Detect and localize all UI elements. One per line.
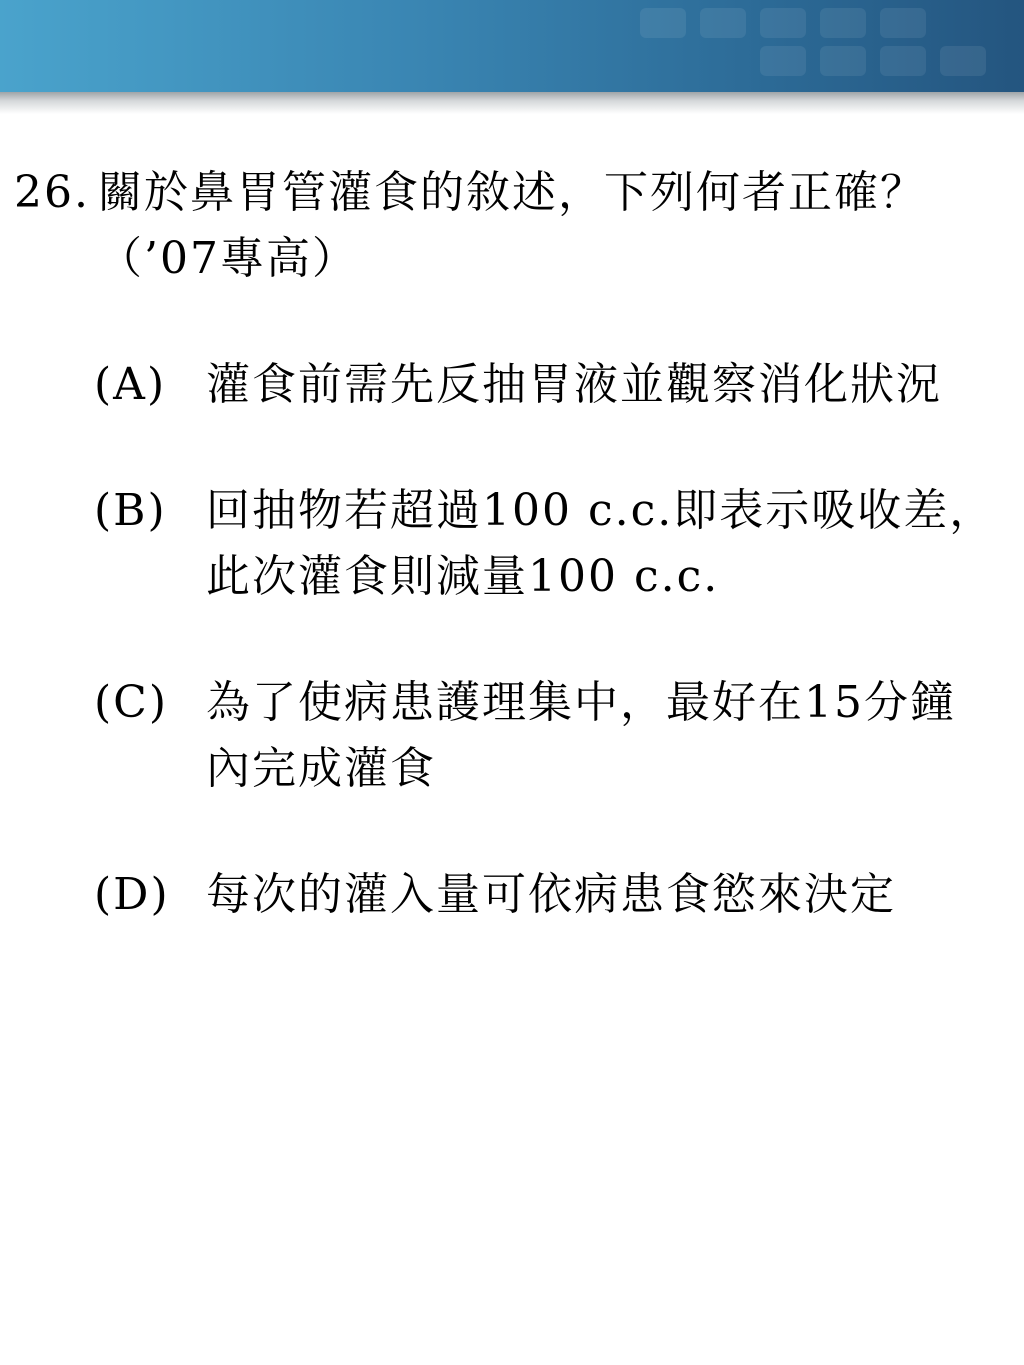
header-decoration [880, 46, 926, 76]
header-decoration [820, 8, 866, 38]
header-shadow [0, 92, 1024, 114]
option-text: 回抽物若超過100 c.c.即表示吸收差，此次灌食則減量100 c.c. [206, 485, 996, 602]
header-decoration [700, 8, 746, 38]
option-text: 灌食前需先反抽胃液並觀察消化狀況 [206, 359, 942, 410]
option-text: 為了使病患護理集中，最好在15分鐘內完成灌食 [206, 677, 956, 794]
header-decoration [880, 8, 926, 38]
options-list [94, 352, 1004, 988]
question-number: 26. [14, 167, 90, 218]
question-text: 關於鼻胃管灌食的敘述，下列何者正確？（’07專高） [98, 167, 926, 284]
question-row [14, 160, 1004, 292]
option-letter: (A) [94, 359, 167, 410]
option-a [94, 352, 1004, 418]
option-letter: (D) [94, 869, 170, 920]
header-decoration [820, 46, 866, 76]
option-b [94, 478, 1004, 610]
header-decoration [760, 8, 806, 38]
option-c [94, 670, 1004, 802]
header-banner [0, 0, 1024, 92]
header-decoration [760, 46, 806, 76]
option-letter: (B) [94, 485, 167, 536]
option-d [94, 862, 1004, 928]
option-text: 每次的灌入量可依病患食慾來決定 [206, 869, 896, 920]
option-letter: (C) [94, 677, 168, 728]
header-decoration [940, 46, 986, 76]
question [14, 160, 1004, 292]
header-decoration [640, 8, 686, 38]
